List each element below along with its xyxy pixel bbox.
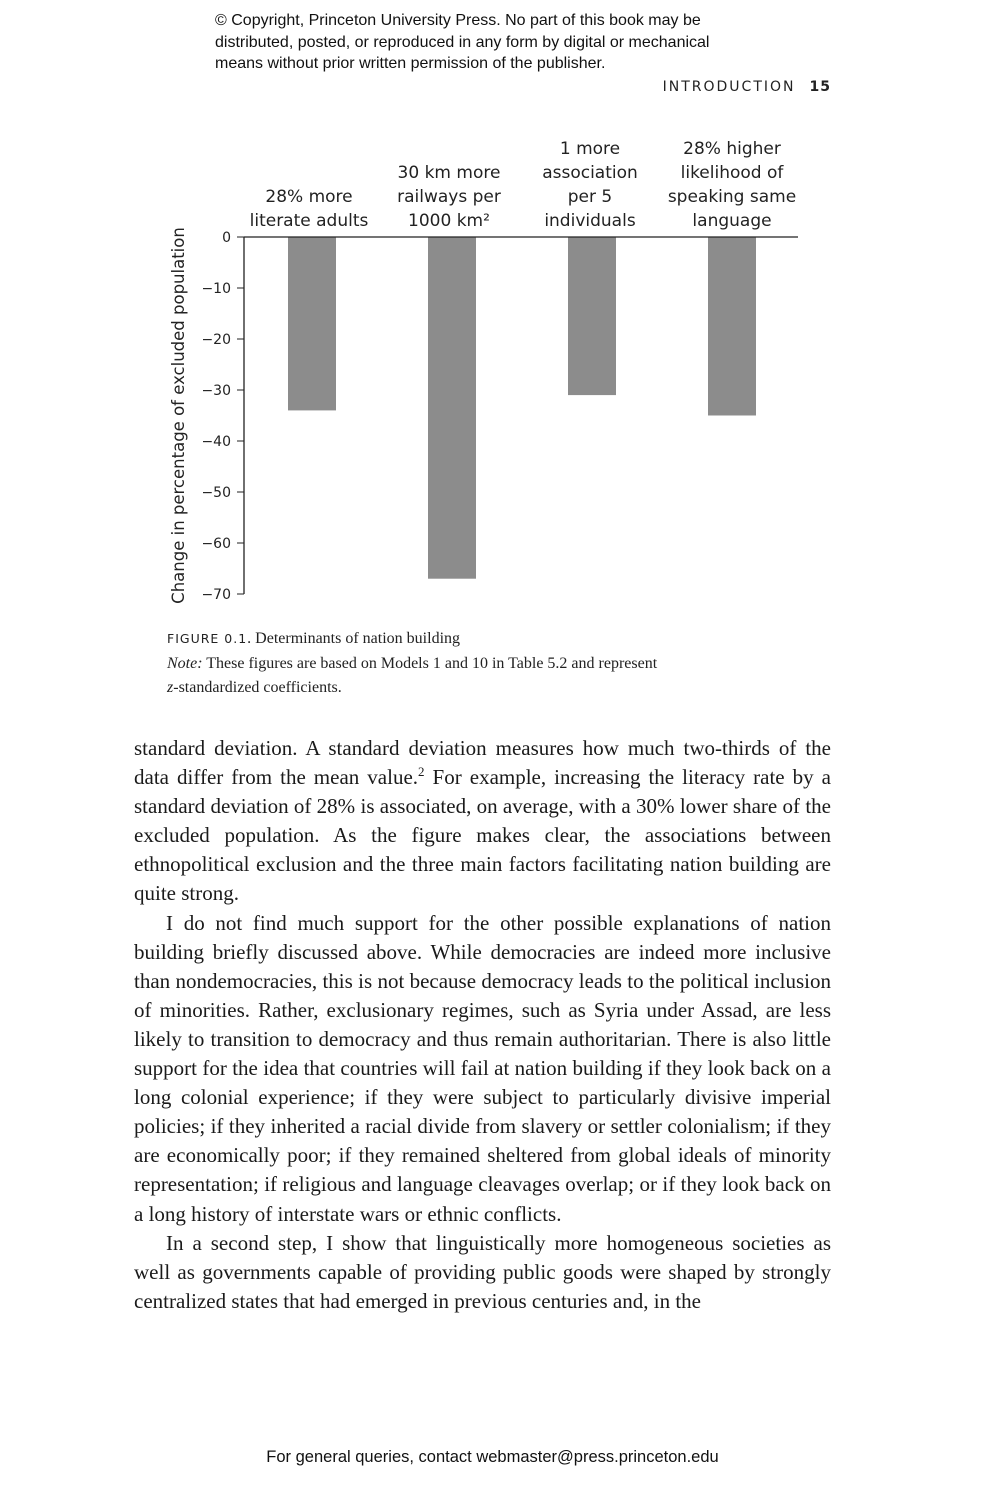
y-axis-title: Change in percentage of excluded population: [169, 227, 188, 604]
category-label: association: [542, 163, 638, 183]
running-head: [663, 79, 831, 95]
category-labels: [250, 139, 797, 231]
category-label: speaking same: [667, 187, 797, 207]
copyright-notice: [215, 10, 815, 75]
note-label: Note:: [167, 654, 203, 672]
category-label: 30 km more: [397, 163, 501, 183]
body-text: [134, 734, 831, 1316]
y-tick-label: −60: [201, 536, 231, 552]
category-label: language: [692, 211, 772, 231]
footer-contact: For general queries, contact webmaster@press.princeton.edu: [266, 1448, 719, 1466]
bar-chart: [0, 120, 985, 620]
copyright-line: © Copyright, Princeton University Press. No part of this book may be: [215, 12, 701, 29]
y-axis-ticks: [201, 230, 244, 603]
paragraph-1-text-continued: For example, increasing the literacy rate by a standard deviation of 28% is associated, on average, with a 30% lower share of the excluded population. As the figure makes clear, the associations between ethnopolitical exclusion and the three main factors facilitating nation building are quite strong.: [134, 765, 831, 906]
figure-caption: [167, 627, 807, 701]
y-axis-title-group: [169, 227, 188, 604]
y-tick-label: −30: [201, 383, 231, 399]
category-label: 1000 km²: [408, 211, 490, 231]
paragraph-1-text: standard deviation. A standard deviation measures how much two-thirds of the data differ from the mean value.: [134, 736, 831, 790]
y-tick-label: −10: [201, 281, 231, 297]
figure-title: . Determinants of nation building: [247, 630, 461, 647]
category-label: literate adults: [249, 211, 369, 231]
note-text-continued: -standardized coefficients.: [173, 679, 342, 696]
note-text: These figures are based on Models 1 and 10 in Table 5.2 and represent: [202, 654, 658, 672]
category-label: 28% more: [265, 187, 353, 207]
bar: [428, 237, 476, 579]
copyright-line: means without prior written permission of the publisher.: [215, 55, 606, 72]
y-tick-label: −50: [201, 485, 231, 501]
y-tick-label: −70: [201, 587, 231, 603]
paragraph-1: [134, 734, 831, 909]
figure-label: FIGURE 0.1: [167, 631, 248, 646]
paragraph-3: In a second step, I show that linguistically more homogeneous societies as well as governments capable of providing public goods were shaped by strongly centralized states that had emerged in previous centuries and, in the: [134, 1230, 831, 1313]
category-label: individuals: [544, 211, 636, 231]
paragraph-2: I do not find much support for the other possible explanations of nation building briefly discussed above. While democracies are indeed more inclusive than nondemocracies, this is not because democracy leads to the political inclusion of minorities. Rather, exclusionary regimes, such as Syria under Assad, are less likely to transition to democracy and thus remain authoritarian. There is also little support for the idea that countries will fail at nation building if they look back on a long colonial experience; if they were subject to particularly divisive imperial policies; if they inherited a racial divide from slavery or settler colonialism; if they are economically poor; if they remained sheltered from global ideals of minority representation; if religious and language cleavages overlap; or if they look back on a long history of interstate wars or ethnic conflicts.: [134, 910, 831, 1226]
category-label: 28% higher: [683, 139, 781, 159]
bar: [568, 237, 616, 395]
footnote-ref: 2: [418, 764, 425, 780]
category-label: railways per: [397, 187, 501, 207]
bars: [288, 237, 756, 579]
copyright-line: distributed, posted, or reproduced in any form by digital or mechanical: [215, 33, 710, 51]
bar: [288, 237, 336, 410]
y-tick-label: −20: [201, 332, 231, 348]
running-head-section: INTRODUCTION: [662, 79, 796, 95]
page-number: 15: [809, 79, 831, 95]
category-label: per 5: [567, 187, 613, 207]
y-tick-label: 0: [222, 230, 231, 246]
note-variable: z: [167, 679, 174, 696]
y-tick-label: −40: [201, 434, 231, 450]
category-label: likelihood of: [680, 163, 784, 183]
category-label: 1 more: [559, 139, 621, 159]
bar: [708, 237, 756, 416]
